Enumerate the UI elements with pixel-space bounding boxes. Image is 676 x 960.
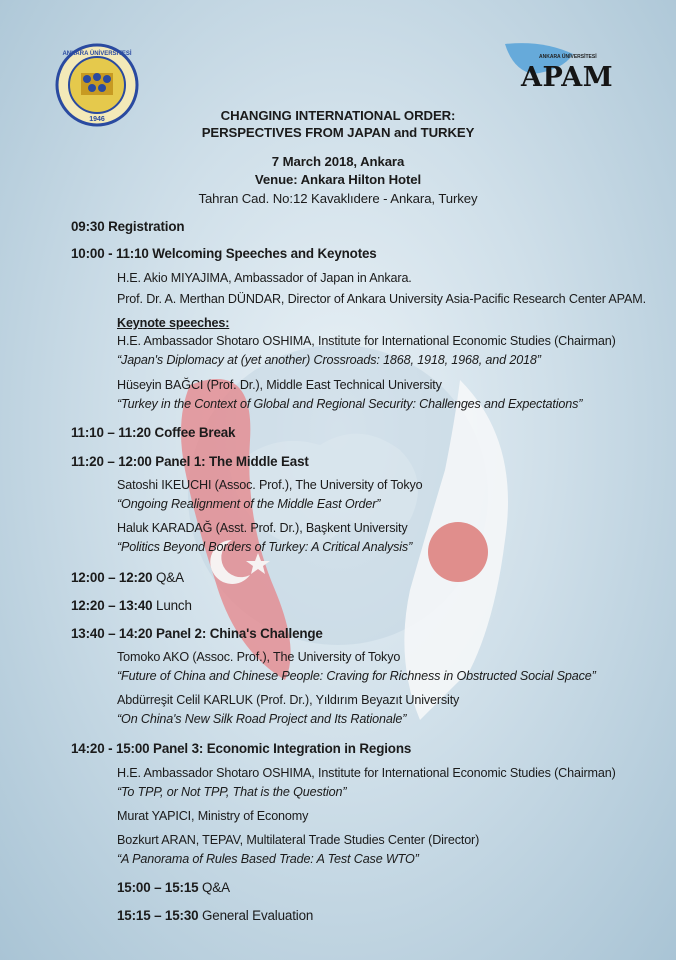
panel-3-title-a: “To TPP, or Not TPP, That is the Question” [117, 785, 347, 799]
apam-wordmark: APAM [521, 62, 614, 93]
panel-2-speaker-a: Tomoko AKO (Assoc. Prof.), The University of Tokyo [117, 650, 401, 664]
session-name: Panel 1: The Middle East [155, 454, 309, 469]
session-name: General Evaluation [202, 908, 314, 923]
keynote-1-title: “Japan's Diplomacy at (yet another) Crossroads: 1868, 1918, 1968, and 2018” [117, 353, 541, 367]
title-line-1: CHANGING INTERNATIONAL ORDER: [220, 108, 456, 123]
session-lunch [71, 598, 192, 613]
keynote-2-title: “Turkey in the Context of Global and Regional Security: Challenges and Expectations” [117, 397, 583, 411]
panel-3-speaker-a: H.E. Ambassador Shotaro OSHIMA, Institute for International Economic Studies (Chairman) [117, 766, 616, 780]
keynote-label: Keynote speeches: [117, 316, 230, 330]
event-date: 7 March 2018, Ankara [271, 154, 405, 169]
session-qa-2 [117, 880, 230, 895]
session-time: 13:40 – 14:20 [71, 626, 153, 641]
session-name: Q&A [202, 880, 230, 895]
event-address: Tahran Cad. No:12 Kavaklıdere - Ankara, Turkey [198, 191, 478, 206]
session-panel-2 [71, 626, 323, 641]
session-name: Lunch [156, 598, 192, 613]
rising-sun-icon [428, 522, 488, 582]
session-welcome [71, 246, 377, 261]
event-venue: Venue: Ankara Hilton Hotel [254, 172, 422, 187]
panel-1-title-b: “Politics Beyond Borders of Turkey: A Critical Analysis” [117, 540, 413, 554]
panel-1-speaker-a: Satoshi IKEUCHI (Assoc. Prof.), The University of Tokyo [117, 478, 423, 492]
panel-2-title-b: “On China's New Silk Road Project and Its Rationale” [117, 712, 407, 726]
panel-1-title-a: “Ongoing Realignment of the Middle East Order” [117, 497, 381, 511]
session-panel-3 [71, 741, 411, 756]
logo-left-top-text: ANKARA ÜNİVERSİTESİ [62, 51, 132, 57]
title-line-2: PERSPECTIVES FROM JAPAN and TURKEY [201, 125, 475, 140]
apam-subtitle: ANKARA ÜNİVERSİTESİ [539, 54, 597, 60]
keynote-2-speaker: Hüseyin BAĞCI (Prof. Dr.), Middle East Technical University [117, 378, 442, 392]
panel-2-title-a: “Future of China and Chinese People: Craving for Richness in Obstructed Social Space” [117, 669, 596, 683]
welcome-speaker-2: Prof. Dr. A. Merthan DÜNDAR, Director of Ankara University Asia-Pacific Research Center APAM. [117, 292, 646, 306]
session-time: 10:00 - 11:10 [71, 246, 149, 261]
keynote-1-speaker: H.E. Ambassador Shotaro OSHIMA, Institute for International Economic Studies (Chairman) [117, 334, 616, 348]
session-name: Panel 3: Economic Integration in Regions [153, 741, 412, 756]
session-time: 12:00 – 12:20 [71, 570, 153, 585]
session-name: Welcoming Speeches and Keynotes [152, 246, 377, 261]
panel-3-title-c: “A Panorama of Rules Based Trade: A Test Case WTO” [117, 852, 419, 866]
session-qa-1 [71, 570, 184, 585]
panel-3-speaker-b: Murat YAPICI, Ministry of Economy [117, 809, 309, 823]
session-time: 14:20 - 15:00 [71, 741, 150, 756]
session-evaluation [117, 908, 313, 923]
panel-1-speaker-b: Haluk KARADAĞ (Asst. Prof. Dr.), Başkent University [117, 521, 408, 535]
registration: 09:30 Registration [71, 219, 185, 234]
panel-3-speaker-c: Bozkurt ARAN, TEPAV, Multilateral Trade Studies Center (Director) [117, 833, 480, 847]
session-time: 11:20 – 12:00 [71, 454, 152, 469]
session-time: 15:00 – 15:15 [117, 880, 199, 895]
session-name: Q&A [156, 570, 184, 585]
session-name: Coffee Break [154, 425, 236, 440]
session-coffee [71, 425, 235, 440]
session-panel-1 [71, 454, 309, 469]
panel-2-speaker-b: Abdürreşit Celil KARLUK (Prof. Dr.), Yıldırım Beyazıt University [117, 693, 460, 707]
logo-left-year: 1946 [89, 116, 105, 123]
session-time: 15:15 – 15:30 [117, 908, 199, 923]
apam-logo [503, 40, 614, 106]
session-time: 11:10 – 11:20 [71, 425, 151, 440]
session-name: Panel 2: China's Challenge [156, 626, 323, 641]
welcome-speaker-1: H.E. Akio MIYAJIMA, Ambassador of Japan in Ankara. [117, 271, 412, 285]
session-time: 12:20 – 13:40 [71, 598, 153, 613]
